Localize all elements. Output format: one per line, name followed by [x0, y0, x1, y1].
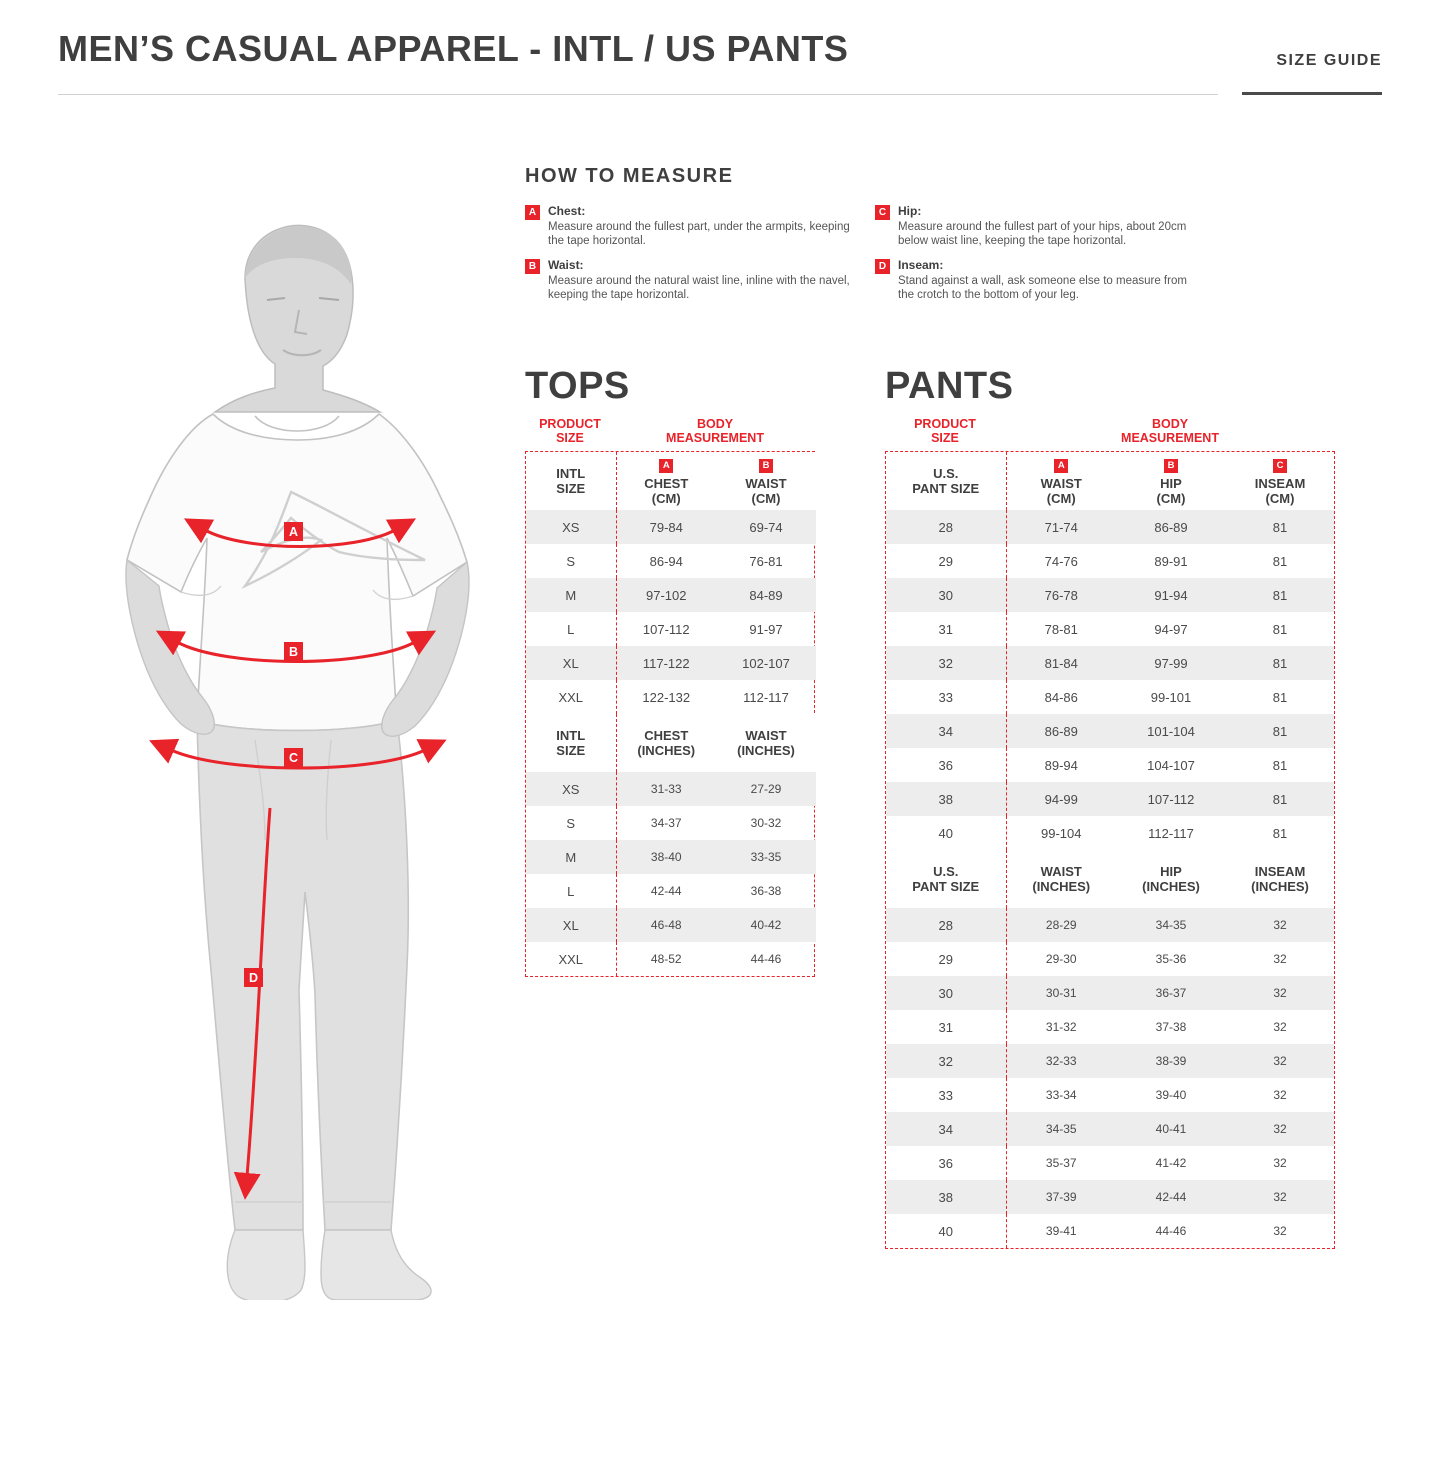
badge-c-icon: C [1273, 459, 1287, 473]
tops-group-body-measurement: BODY MEASUREMENT [666, 417, 764, 445]
badge-a-icon: A [1054, 459, 1068, 473]
table-row [526, 646, 816, 680]
pants-cm-header-size: U.S. PANT SIZE [886, 452, 1006, 510]
cell-hip: 36-37 [1116, 976, 1226, 1010]
measure-label-hip: Hip: [898, 204, 922, 218]
table-row [886, 578, 1334, 612]
cell-inseam: 32 [1273, 1156, 1287, 1170]
table-row [886, 544, 1334, 578]
cell-waist: 29-30 [1006, 942, 1116, 976]
pants-title: PANTS [885, 365, 1014, 407]
cell-chest: 107-112 [616, 612, 716, 646]
cell-size: 33 [938, 1087, 953, 1103]
cell-size: 38 [886, 782, 1006, 816]
tops-cm-header-chest: A CHEST (CM) [616, 452, 716, 510]
cell-waist: 91-97 [749, 621, 783, 637]
cell-chest: 42-44 [616, 874, 716, 908]
cell-hip: 39-40 [1155, 1088, 1187, 1102]
cell-waist: 32-33 [1006, 1044, 1116, 1078]
cell-size: 32 [886, 646, 1006, 680]
cell-waist: 102-107 [716, 646, 816, 680]
cell-waist: 112-117 [743, 689, 789, 705]
cell-waist: 78-81 [1006, 612, 1116, 646]
cell-waist: 30-32 [750, 816, 782, 830]
cell-waist: 71-74 [1006, 510, 1116, 544]
table-row [886, 1112, 1334, 1146]
cell-hip: 97-99 [1116, 646, 1226, 680]
cell-size: XS [526, 510, 616, 544]
cell-waist: 44-46 [750, 952, 782, 966]
header-divider [58, 94, 1218, 95]
cell-inseam: 81 [1226, 510, 1334, 544]
cell-size: 36 [938, 757, 953, 773]
cell-waist: 74-76 [1006, 544, 1116, 578]
table-row [526, 806, 816, 840]
pants-table [886, 452, 1335, 1248]
cell-waist: 40-42 [716, 908, 816, 942]
svg-text:D: D [248, 971, 259, 985]
cell-size: L [567, 621, 575, 637]
cell-waist: 36-38 [750, 884, 782, 898]
model-illustration [95, 200, 495, 1300]
cell-size: 34 [886, 714, 1006, 748]
table-row [886, 510, 1334, 544]
cell-size: XXL [558, 951, 584, 967]
cell-inseam: 32 [1226, 1044, 1334, 1078]
cell-inseam: 81 [1272, 757, 1288, 773]
tops-cm-header-size: INTL SIZE [526, 452, 616, 510]
tops-cm-header-row [526, 452, 816, 510]
cell-waist: 33-34 [1006, 1078, 1116, 1112]
table-row [526, 942, 816, 976]
cell-waist: 37-39 [1006, 1180, 1116, 1214]
cell-inseam: 32 [1226, 976, 1334, 1010]
cell-hip: 112-117 [1148, 825, 1194, 841]
table-row [886, 942, 1334, 976]
how-to-measure-column-right [875, 204, 1205, 312]
pants-cm-header-waist: A WAIST (CM) [1006, 452, 1116, 510]
cell-waist: 86-89 [1006, 714, 1116, 748]
cell-inseam: 32 [1226, 908, 1334, 942]
cell-inseam: 32 [1273, 1020, 1287, 1034]
cell-waist: 35-37 [1006, 1146, 1116, 1180]
cell-chest: 48-52 [616, 942, 716, 976]
page-header [0, 0, 1440, 100]
tops-title: TOPS [525, 365, 630, 407]
how-to-measure-column-left [525, 204, 855, 312]
cell-hip: 44-46 [1155, 1224, 1187, 1238]
table-row [526, 874, 816, 908]
cell-chest: 79-84 [616, 510, 716, 544]
table-row [886, 782, 1334, 816]
pants-inch-header-inseam: INSEAM (INCHES) [1226, 850, 1334, 908]
cell-waist: 99-104 [1006, 816, 1116, 850]
pants-inch-header-size: U.S. PANT SIZE [886, 850, 1006, 908]
measure-desc-hip: Measure around the fullest part of your hips, about 20cm below waist line, keeping the tape horizontal. [898, 221, 1187, 247]
badge-b-icon: B [759, 459, 773, 473]
cell-size: 40 [938, 825, 953, 841]
cell-waist: 89-94 [1006, 748, 1116, 782]
cell-waist: 30-31 [1006, 976, 1116, 1010]
cell-size: 29 [938, 553, 953, 569]
table-row [526, 680, 816, 714]
cell-size: 30 [886, 976, 1006, 1010]
table-row [886, 976, 1334, 1010]
cell-chest: 86-94 [616, 544, 716, 578]
header-accent-rule [1242, 92, 1382, 95]
table-row [526, 772, 816, 806]
cell-chest: 46-48 [616, 908, 716, 942]
tops-inch-header-size: INTL SIZE [526, 714, 616, 772]
cell-inseam: 32 [1273, 952, 1287, 966]
cell-size: M [526, 578, 616, 612]
how-to-measure-title: HOW TO MEASURE [525, 165, 734, 187]
badge-a: A [525, 205, 540, 220]
pants-inch-header-waist: WAIST (INCHES) [1006, 850, 1116, 908]
tops-inch-header-chest: CHEST (INCHES) [616, 714, 716, 772]
table-row [526, 578, 816, 612]
measure-label-waist: Waist: [548, 258, 584, 272]
badge-a-icon: A [659, 459, 673, 473]
table-row [886, 1044, 1334, 1078]
table-row [526, 612, 816, 646]
badge-b-icon: B [1164, 459, 1178, 473]
tops-table [526, 452, 816, 976]
cell-inseam: 81 [1226, 782, 1334, 816]
cell-waist: 84-86 [1006, 680, 1116, 714]
table-row [886, 680, 1334, 714]
tops-cm-header-waist: B WAIST (CM) [716, 452, 816, 510]
cell-hip: 41-42 [1155, 1156, 1187, 1170]
measure-desc-chest: Measure around the fullest part, under the armpits, keeping the tape horizontal. [548, 221, 850, 247]
tops-inch-header-waist: WAIST (INCHES) [716, 714, 816, 772]
table-row [886, 1010, 1334, 1044]
cell-size: L [567, 883, 575, 899]
cell-size: 33 [938, 689, 953, 705]
cell-inseam: 81 [1226, 578, 1334, 612]
cell-size: 28 [886, 510, 1006, 544]
measure-label-inseam: Inseam: [898, 258, 944, 272]
pants-inch-header-row [886, 850, 1334, 908]
cell-inseam: 81 [1226, 714, 1334, 748]
cell-inseam: 81 [1272, 689, 1288, 705]
cell-size: M [526, 840, 616, 874]
pants-inch-header-hip: HIP (INCHES) [1116, 850, 1226, 908]
cell-chest: 117-122 [616, 646, 716, 680]
measure-item-inseam [875, 258, 1205, 302]
cell-hip: 34-35 [1116, 908, 1226, 942]
pants-cm-header-inseam: C INSEAM (CM) [1226, 452, 1334, 510]
cell-waist: 69-74 [716, 510, 816, 544]
measure-item-hip [875, 204, 1205, 248]
table-row [526, 908, 816, 942]
cell-hip: 35-36 [1155, 952, 1187, 966]
cell-size: XL [526, 646, 616, 680]
cell-inseam: 81 [1272, 825, 1288, 841]
svg-text:C: C [288, 751, 299, 765]
cell-hip: 107-112 [1116, 782, 1226, 816]
pants-group-product-size: PRODUCT SIZE [914, 417, 976, 445]
cell-waist: 76-81 [749, 553, 783, 569]
cell-chest: 34-37 [616, 806, 716, 840]
table-row [886, 612, 1334, 646]
measure-item-waist [525, 258, 855, 302]
pants-group-body-measurement: BODY MEASUREMENT [1121, 417, 1219, 445]
table-row [526, 840, 816, 874]
cell-waist: 84-89 [716, 578, 816, 612]
table-row [886, 1146, 1334, 1180]
cell-hip: 42-44 [1116, 1180, 1226, 1214]
measure-item-chest [525, 204, 855, 248]
table-row [886, 748, 1334, 782]
cell-size: XXL [558, 689, 584, 705]
cell-hip: 101-104 [1116, 714, 1226, 748]
measure-label-chest: Chest: [548, 204, 586, 218]
table-row [526, 510, 816, 544]
cell-waist: 81-84 [1006, 646, 1116, 680]
table-row [526, 544, 816, 578]
cell-hip: 86-89 [1116, 510, 1226, 544]
table-row [886, 816, 1334, 850]
pants-cm-header-row [886, 452, 1334, 510]
table-row [886, 1078, 1334, 1112]
table-row [886, 646, 1334, 680]
cell-hip: 37-38 [1155, 1020, 1187, 1034]
cell-size: 28 [886, 908, 1006, 942]
cell-waist: 28-29 [1006, 908, 1116, 942]
size-guide-label: SIZE GUIDE [1276, 52, 1382, 69]
cell-size: 40 [938, 1223, 953, 1239]
cell-size: 38 [886, 1180, 1006, 1214]
cell-chest: 122-132 [616, 680, 716, 714]
svg-text:B: B [288, 645, 299, 659]
table-row [886, 1180, 1334, 1214]
cell-chest: 31-33 [616, 772, 716, 806]
cell-hip: 99-101 [1150, 689, 1192, 705]
cell-inseam: 32 [1273, 1224, 1287, 1238]
cell-waist: 31-32 [1006, 1010, 1116, 1044]
cell-waist: 39-41 [1006, 1214, 1116, 1248]
cell-size: 31 [938, 1019, 953, 1035]
cell-size: 31 [938, 621, 953, 637]
cell-waist: 76-78 [1006, 578, 1116, 612]
how-to-measure-section [525, 165, 1225, 312]
page-title: MEN’S CASUAL APPAREL - INTL / US PANTS [58, 28, 849, 69]
cell-waist: 94-99 [1006, 782, 1116, 816]
cell-size: 29 [938, 951, 953, 967]
cell-hip: 89-91 [1154, 553, 1188, 569]
cell-inseam: 81 [1272, 553, 1288, 569]
cell-inseam: 81 [1272, 621, 1288, 637]
cell-inseam: 81 [1226, 646, 1334, 680]
cell-chest: 97-102 [616, 578, 716, 612]
cell-size: S [566, 553, 576, 569]
cell-size: 30 [886, 578, 1006, 612]
cell-hip: 104-107 [1147, 757, 1195, 773]
cell-size: 36 [938, 1155, 953, 1171]
table-row [886, 714, 1334, 748]
tops-table-box [525, 451, 815, 977]
cell-inseam: 32 [1226, 1180, 1334, 1214]
cell-waist: 34-35 [1006, 1112, 1116, 1146]
cell-waist: 33-35 [716, 840, 816, 874]
badge-b: B [525, 259, 540, 274]
tops-inch-header-row [526, 714, 816, 772]
cell-size: S [566, 815, 576, 831]
pants-cm-header-hip: B HIP (CM) [1116, 452, 1226, 510]
badge-d: D [875, 259, 890, 274]
table-row [886, 908, 1334, 942]
cell-size: XL [526, 908, 616, 942]
cell-hip: 40-41 [1116, 1112, 1226, 1146]
pants-table-box [885, 451, 1335, 1249]
measure-desc-inseam: Stand against a wall, ask someone else to measure from the crotch to the bottom of your leg. [898, 275, 1187, 301]
pants-section [885, 365, 1335, 1249]
tops-group-product-size: PRODUCT SIZE [539, 417, 601, 445]
table-row [886, 1214, 1334, 1248]
tops-section [525, 365, 815, 977]
badge-c: C [875, 205, 890, 220]
cell-size: XS [526, 772, 616, 806]
cell-size: 34 [886, 1112, 1006, 1146]
cell-inseam: 32 [1226, 1112, 1334, 1146]
cell-inseam: 32 [1273, 1088, 1287, 1102]
cell-hip: 38-39 [1116, 1044, 1226, 1078]
cell-hip: 91-94 [1116, 578, 1226, 612]
cell-hip: 94-97 [1154, 621, 1188, 637]
svg-text:A: A [288, 525, 299, 539]
cell-waist: 27-29 [716, 772, 816, 806]
measure-desc-waist: Measure around the natural waist line, inline with the navel, keeping the tape horizontal. [548, 275, 850, 301]
cell-chest: 38-40 [616, 840, 716, 874]
cell-size: 32 [886, 1044, 1006, 1078]
